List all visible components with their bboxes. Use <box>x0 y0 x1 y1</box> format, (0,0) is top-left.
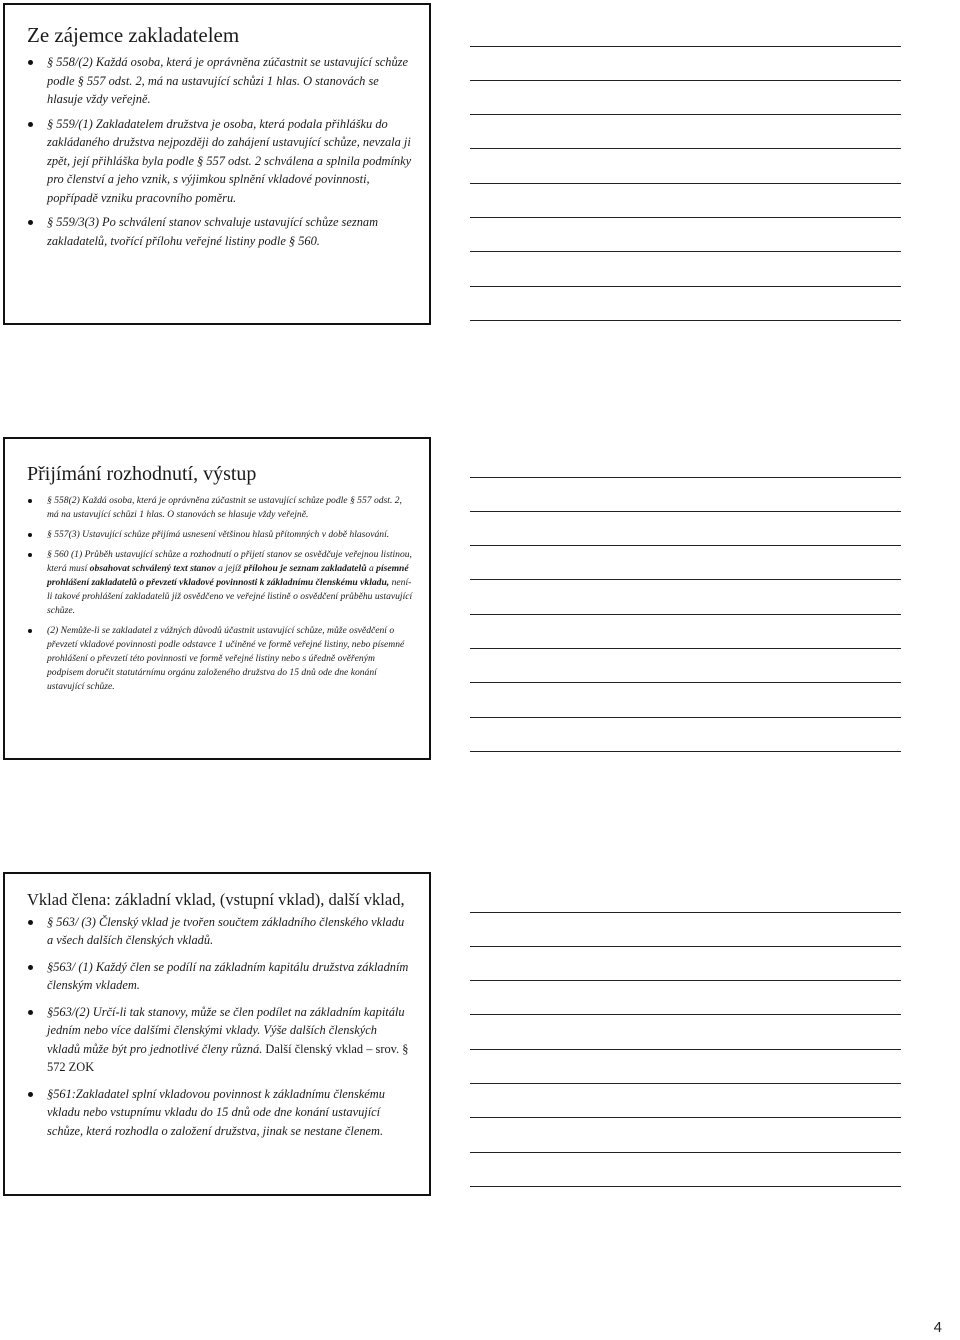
bullet-text: (2) Nemůže-li se zakladatel z vážných důvodů účastnit ustavující schůze, může osvědčení o převzetí vkladové povinnosti podle odstavce 1 učiněné ve formě veřejné listiny, nebo písemné prohlášení o převzetí této povinnosti ve formě veřejné listiny nebo s úředně ověřeným podpisem doručit statutárnímu orgánu založeného družstva do 15 dnů ode dne konání ustavující schůze. <box>47 625 405 692</box>
note-line <box>470 1083 901 1084</box>
bullet-dot-icon <box>28 629 32 633</box>
bullet-text-plain: Další členský vklad – srov. § 572 ZOK <box>47 1041 409 1075</box>
bullet-dot-icon <box>28 920 33 925</box>
slide-2-title: Přijímání rozhodnutí, výstup <box>27 463 257 485</box>
slide-3-bullet-2 <box>27 958 413 995</box>
bullet-text: není-li takové prohlášení zakladatelů již osvědčeno ve veřejné listině o osvědčení průběhu ustavující schůze. <box>47 577 413 616</box>
note-line <box>470 1152 901 1153</box>
note-line <box>470 511 901 512</box>
slide-3-bullet-1 <box>27 913 413 950</box>
slide-2-bullet-list <box>27 494 413 694</box>
bullet-text: § 557(3) Ustavující schůze přijímá usnesení většinou hlasů přítomných v době hlasování. <box>47 529 390 540</box>
slide-3-bullet-4 <box>27 1085 413 1141</box>
slide-1-bullet-3 <box>27 213 413 250</box>
slide-1-bullet-1 <box>27 53 413 109</box>
note-line <box>470 946 901 947</box>
note-line <box>470 114 901 115</box>
slide-3-bullet-3 <box>27 1003 413 1077</box>
slide-3-bullet-list <box>27 913 413 1141</box>
bullet-text: §563/ (1) Každý člen se podílí na základním kapitálu družstva základním členským vkladem. <box>47 959 409 993</box>
slide-2-bullet-1 <box>27 494 413 522</box>
note-line <box>470 614 901 615</box>
bullet-text-bold: přílohou je seznam zakladatelů <box>243 563 367 574</box>
slide-1-bullet-2 <box>27 115 413 208</box>
bullet-dot-icon <box>28 499 32 503</box>
bullet-text-bold: písemné prohlášení zakladatelů o převzetí vkladové povinnosti k základnímu členskému vkladu, <box>47 563 409 588</box>
bullet-dot-icon <box>28 1092 33 1097</box>
slide-2-bullet-2 <box>27 528 413 542</box>
bullet-dot-icon <box>28 122 33 127</box>
slide-1-bullet-list <box>27 53 413 250</box>
note-line <box>470 148 901 149</box>
bullet-dot-icon <box>28 1010 33 1015</box>
note-line <box>470 1049 901 1050</box>
note-line <box>470 912 901 913</box>
note-line <box>470 1186 901 1187</box>
bullet-text: § 558(2) Každá osoba, která je oprávněna zúčastnit se ustavující schůze podle § 557 odst. 2, má na ustavující schůzi 1 hlas. O stanovách se hlasuje vždy veřejně. <box>47 495 402 520</box>
bullet-text: a <box>366 563 377 574</box>
note-line <box>470 682 901 683</box>
bullet-dot-icon <box>28 553 32 557</box>
note-line <box>470 217 901 218</box>
note-line <box>470 648 901 649</box>
slide-2-bullet-4 <box>27 624 413 694</box>
note-line <box>470 545 901 546</box>
note-line <box>470 717 901 718</box>
note-line <box>470 477 901 478</box>
bullet-dot-icon <box>28 60 33 65</box>
bullet-dot-icon <box>28 220 33 225</box>
note-line <box>470 751 901 752</box>
bullet-text: § 563/ (3) Členský vklad je tvořen součtem základního členského vkladu a všech dalších členských vkladů. <box>47 914 405 948</box>
bullet-text: § 559/(1) Zakladatelem družstva je osoba, která podala přihlášku do zakládaného družstva nejpozději do zahájení ustavující schůze, nevzala ji zpět, její přihláška byla podle § 557 odst. 2 schválena a splnila podmínky pro členství a jeho vznik, s výjimkou splnění vkladové povinnosti, popřípadě vzniku pracovního poměru. <box>47 116 412 205</box>
bullet-text: § 558/(2) Každá osoba, která je oprávněna zúčastnit se ustavující schůze podle § 557 odst. 2, má na ustavující schůzi 1 hlas. O stanovách se hlasuje vždy veřejně. <box>47 55 409 107</box>
slide-2 <box>3 437 431 760</box>
bullet-text: §563/(2) Určí-li tak stanovy, může se člen podílet na základním kapitálu jedním nebo více dalšími členskými vklady. Výše dalších členských vkladů může být pro jednotlivé členy různá. <box>47 1004 405 1056</box>
note-line <box>470 286 901 287</box>
note-line <box>470 320 901 321</box>
slide-3 <box>3 872 431 1196</box>
note-line <box>470 579 901 580</box>
bullet-text-bold: obsahovat schválený text stanov <box>89 563 216 574</box>
note-line <box>470 980 901 981</box>
bullet-dot-icon <box>28 533 32 537</box>
slide-1-title: Ze zájemce zakladatelem <box>27 23 240 47</box>
slide-2-bullet-3 <box>27 548 413 618</box>
bullet-text: §561:Zakladatel splní vkladovou povinnost k základnímu členskému vkladu nebo vstupnímu vkladu do 15 dnů ode dne konání ustavující schůze, která rozhodla o založení družstva, jinak se nestane členem. <box>47 1086 385 1138</box>
note-line <box>470 183 901 184</box>
page-number: 4 <box>933 1319 942 1336</box>
note-line <box>470 251 901 252</box>
bullet-text: § 559/3(3) Po schválení stanov schvaluje ustavující schůze seznam zakladatelů, tvořící přílohu veřejné listiny podle § 560. <box>47 215 379 248</box>
note-line <box>470 1014 901 1015</box>
note-line <box>470 46 901 47</box>
note-line <box>470 80 901 81</box>
note-line <box>470 1117 901 1118</box>
slide-1 <box>3 3 431 325</box>
slide-3-title: Vklad člena: základní vklad, (vstupní vklad), další vklad, <box>27 890 405 909</box>
bullet-text: § 560 (1) Průběh ustavující schůze a rozhodnutí o přijetí stanov se osvědčuje veřejnou listinou, která musí <box>47 549 412 574</box>
bullet-text: a jejíž <box>215 563 244 574</box>
bullet-dot-icon <box>28 965 33 970</box>
